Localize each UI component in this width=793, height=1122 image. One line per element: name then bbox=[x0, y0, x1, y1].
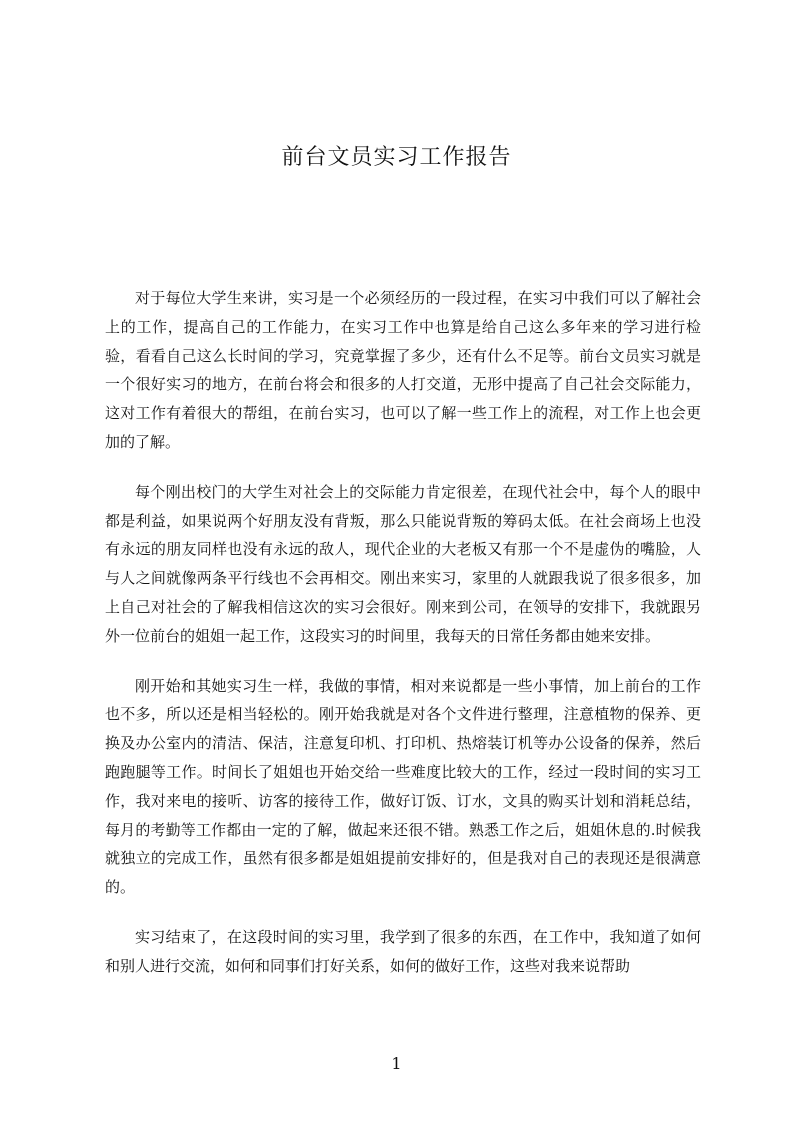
paragraph-4: 实习结束了，在这段时间的实习里，我学到了很多的东西，在工作中，我知道了如何和别人进行交流，如何和同事们打好关系，如何的做好工作，这些对我来说帮助 bbox=[105, 927, 701, 975]
paragraph-2: 每个刚出校门的大学生对社会上的交际能力肯定很差，在现代社会中，每个人的眼中都是利益，如果说两个好朋友没有背叛，那么只能说背叛的筹码太低。在社会商场上也没有永远的朋友同样也没有永远的敌人，现代企业的大老板又有那一个不是虚伪的嘴脸，人与人之间就像两条平行线也不会再相交。刚出来实习，家里的人就跟我说了很多很多，加上自己对社会的了解我相信这次的实习会很好。刚来到公司，在领导的安排下，我就跟另外一位前台的姐姐一起工作，这段实习的时间里，我每天的日常任务都由她来安排。 bbox=[105, 482, 701, 645]
paragraph-1: 对于每位大学生来讲，实习是一个必须经历的一段过程，在实习中我们可以了解社会上的工作，提高自己的工作能力，在实习工作中也算是给自己这么多年来的学习进行检验，看看自己这么长时间的学习，究竟掌握了多少，还有什么不足等。前台文员实习就是一个很好实习的地方，在前台将会和很多的人打交道，无形中提高了自己社会交际能力，这对工作有着很大的帮组，在前台实习，也可以了解一些工作上的流程，对工作上也会更加的了解。 bbox=[105, 289, 701, 451]
paragraph-3: 刚开始和其她实习生一样，我做的事情，相对来说都是一些小事情，加上前台的工作也不多，所以还是相当轻松的。刚开始我就是对各个文件进行整理，注意植物的保养、更换及办公室内的清洁、保洁，注意复印机、打印机、热熔装订机等办公设备的保养，然后跑跑腿等工作。时间长了姐姐也开始交给一些难度比较大的工作，经过一段时间的实习工作，我对来电的接听、访客的接待工作，做好订饭、订水，文具的购买计划和消耗总结，每月的考勤等工作都由一定的了解，做起来还很不错。熟悉工作之后，姐姐休息的.时候我就独立的完成工作，虽然有很多都是姐姐提前安排好的，但是我对自己的表现还是很满意的。 bbox=[105, 676, 701, 897]
document-title: 前台文员实习工作报告 bbox=[281, 145, 512, 170]
page-number: 1 bbox=[391, 1054, 402, 1073]
document-body bbox=[105, 284, 701, 1002]
